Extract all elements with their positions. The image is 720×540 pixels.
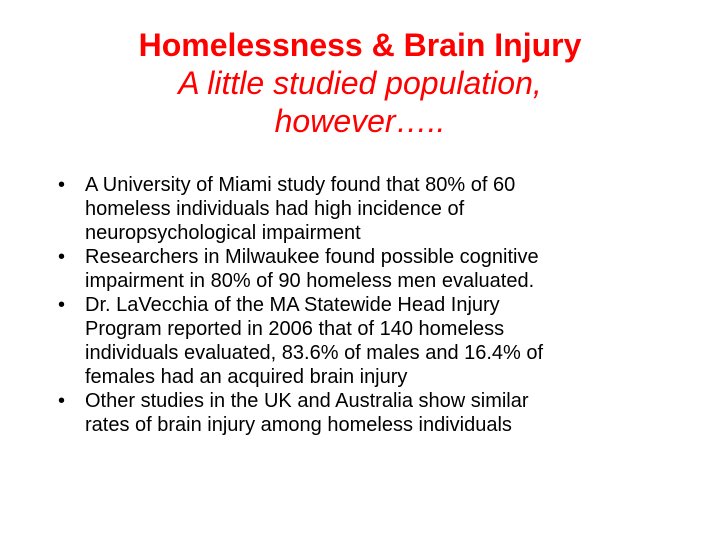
bullet-text-line: homeless individuals had high incidence of xyxy=(85,198,465,220)
bullet-text-line: Program reported in 2006 that of 140 homeless xyxy=(85,318,505,340)
bullet-text-line: impairment in 80% of 90 homeless men evaluated. xyxy=(85,270,535,292)
bullet-text-line: neuropsychological impairment xyxy=(85,222,361,244)
title-heading: Homelessness & Brain Injury xyxy=(138,27,582,63)
bullet-dot-icon: • xyxy=(58,390,66,412)
bullet-item-uk-australia xyxy=(58,389,658,437)
bullet-item-lavecchia xyxy=(58,293,658,389)
slide-title xyxy=(40,26,680,140)
bullet-text-line: Dr. LaVecchia of the MA Statewide Head Injury xyxy=(85,294,500,316)
bullet-dot-icon: • xyxy=(58,174,66,196)
bullet-text-line: Other studies in the UK and Australia show similar xyxy=(85,390,529,412)
bullet-dot-icon: • xyxy=(58,246,66,268)
bullet-list xyxy=(58,173,658,437)
bullet-dot-icon: • xyxy=(58,294,66,316)
title-subheading-line-1: A little studied population, xyxy=(178,65,542,101)
title-subheading-line-2: however….. xyxy=(274,103,446,139)
bullet-item-miami-study xyxy=(58,173,658,245)
bullet-text-line: Researchers in Milwaukee found possible cognitive xyxy=(85,246,539,268)
bullet-text-line: rates of brain injury among homeless individuals xyxy=(85,414,512,436)
bullet-item-milwaukee xyxy=(58,245,658,293)
bullet-text-line: A University of Miami study found that 80% of 60 xyxy=(85,174,516,196)
bullet-text-line: individuals evaluated, 83.6% of males and 16.4% of xyxy=(85,342,544,364)
bullet-text-line: females had an acquired brain injury xyxy=(85,366,408,388)
